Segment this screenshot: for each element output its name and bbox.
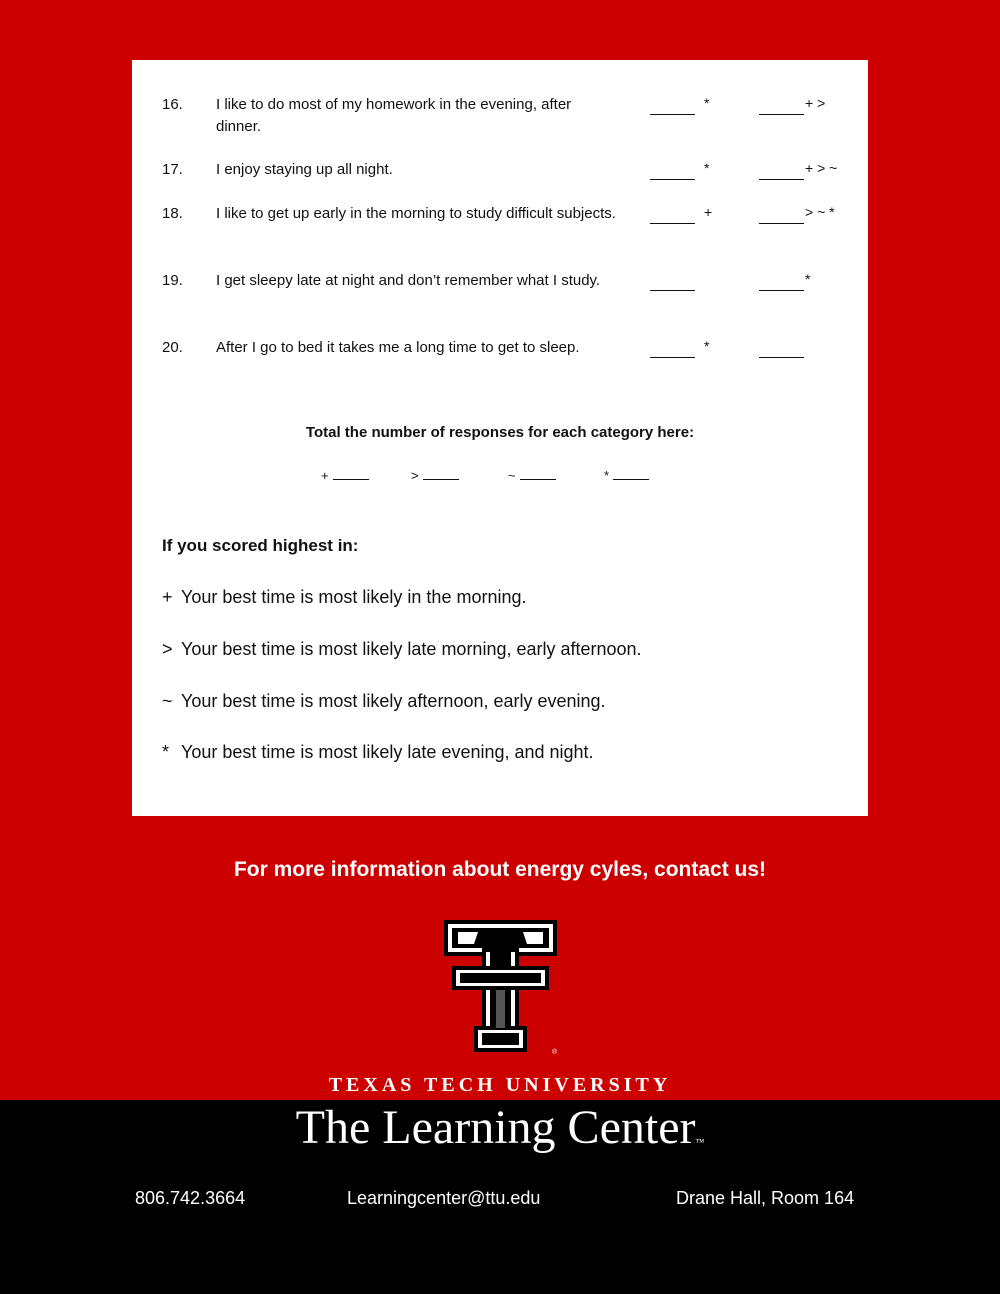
trademark-mark: ™ (695, 1137, 705, 1147)
scoring-text: Your best time is most likely in the morning. (181, 587, 527, 607)
tally-symbol: * (604, 468, 610, 483)
answer-blank[interactable] (650, 278, 695, 291)
question-number: 17. (162, 161, 183, 178)
tally-blank[interactable] (333, 469, 369, 480)
question-number: 16. (162, 96, 183, 113)
category-mark: + (704, 204, 713, 220)
scoring-symbol: * (162, 742, 170, 762)
question-16 (132, 94, 868, 144)
tally-star[interactable] (604, 468, 649, 483)
totals-title: Total the number of responses for each category here: (305, 424, 695, 441)
tally-greater[interactable] (411, 468, 459, 483)
registered-mark: ® (552, 1049, 557, 1055)
worksheet-page (132, 60, 868, 816)
tally-symbol: ~ (508, 468, 516, 483)
scoring-symbol: > (162, 639, 173, 659)
answer-blank[interactable] (759, 211, 804, 224)
question-text: I enjoy staying up all night. (216, 161, 393, 178)
contact-location: Drane Hall, Room 164 (676, 1188, 855, 1208)
scoring-item-plus (162, 587, 526, 608)
question-text: I like to get up early in the morning to study difficult subjects. (216, 205, 616, 222)
scoring-item-greater (162, 639, 642, 660)
question-18 (132, 203, 868, 253)
tally-symbol: > (411, 468, 419, 483)
category-mark: > ~ * (805, 204, 835, 220)
answer-blank[interactable] (650, 102, 695, 115)
question-text: After I go to bed it takes me a long time to get to sleep. (216, 339, 580, 356)
question-number: 18. (162, 205, 183, 222)
contact-cta: For more information about energy cyles, contact us! (233, 858, 767, 881)
question-20 (132, 337, 868, 387)
answer-blank[interactable] (759, 278, 804, 291)
scoring-item-star (162, 742, 594, 763)
answer-blank[interactable] (650, 345, 695, 358)
answer-blank[interactable] (650, 167, 695, 180)
scoring-symbol: ~ (162, 691, 173, 711)
answer-blank[interactable] (759, 167, 804, 180)
scoring-heading: If you scored highest in: (162, 536, 359, 555)
contact-phone[interactable]: 806.742.3664 (135, 1188, 246, 1208)
university-name: TEXAS TECH UNIVERSITY (328, 1074, 672, 1096)
learning-center-title: The Learning Center™ (295, 1101, 705, 1154)
tally-blank[interactable] (423, 469, 459, 480)
scoring-text: Your best time is most likely late evening, and night. (181, 742, 594, 762)
answer-blank[interactable] (759, 345, 804, 358)
tally-tilde[interactable] (508, 468, 556, 483)
question-text: I like to do most of my homework in the evening, after dinner. (216, 96, 572, 135)
scoring-text: Your best time is most likely late morning, early afternoon. (181, 639, 642, 659)
answer-blank[interactable] (650, 211, 695, 224)
tally-symbol: + (321, 468, 329, 483)
footer-bar (0, 1100, 1000, 1294)
double-t-logo-icon (444, 920, 557, 1055)
category-mark: * (704, 338, 710, 354)
scoring-text: Your best time is most likely afternoon, early evening. (181, 691, 606, 711)
tally-blank[interactable] (613, 469, 649, 480)
category-mark: + > ~ (805, 160, 838, 176)
question-17 (132, 159, 868, 209)
question-number: 20. (162, 339, 183, 356)
tally-blank[interactable] (520, 469, 556, 480)
scoring-item-tilde (162, 691, 606, 712)
question-number: 19. (162, 272, 183, 289)
question-text: I get sleepy late at night and don’t remember what I study. (216, 272, 601, 289)
category-mark: + > (805, 95, 826, 111)
category-mark: * (704, 160, 710, 176)
contact-email[interactable]: Learningcenter@ttu.edu (347, 1188, 541, 1208)
category-mark: * (704, 95, 710, 111)
category-mark: * (805, 271, 811, 287)
scoring-symbol: + (162, 587, 173, 607)
question-19 (132, 270, 868, 320)
tally-plus[interactable] (321, 468, 369, 483)
answer-blank[interactable] (759, 102, 804, 115)
